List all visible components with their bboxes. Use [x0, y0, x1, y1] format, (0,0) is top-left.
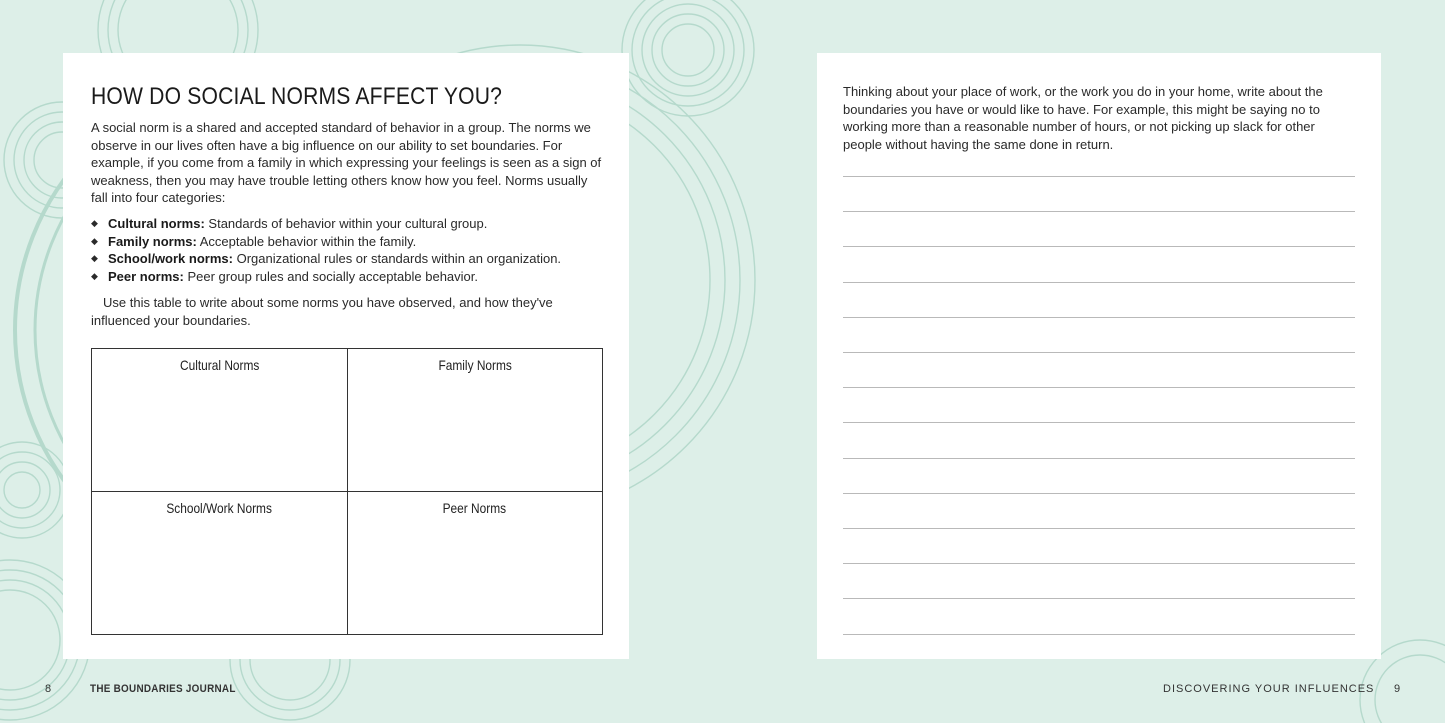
writing-line: [843, 493, 1355, 494]
writing-line: [843, 458, 1355, 459]
running-title-right: DISCOVERING YOUR INFLUENCES: [1163, 683, 1375, 695]
norm-term: Cultural norms:: [108, 216, 205, 231]
running-title-left: THE BOUNDARIES JOURNAL: [90, 683, 236, 695]
page-title: HOW DO SOCIAL NORMS AFFECT YOU?: [91, 83, 503, 110]
writing-line: [843, 634, 1355, 635]
intro-paragraph: A social norm is a shared and accepted standard of behavior in a group. The norms we observe in our lives often have a big influence on our ability to set boundaries. For example, if you come from a family in which expressing your feelings is seen as a sign of weakness, then you may have trouble letting others know how you feel. Norms usually fall into four categories:: [91, 120, 602, 205]
cell-heading: Family Norms: [438, 357, 512, 373]
norm-definition: Peer group rules and socially acceptable behavior.: [183, 268, 478, 284]
diamond-bullet-icon: ◆: [91, 253, 98, 263]
norm-term: Peer norms:: [108, 268, 184, 284]
writing-line: [843, 246, 1355, 247]
left-page: [63, 53, 629, 659]
norm-definition: Organizational rules or standards within an organization.: [232, 251, 562, 266]
writing-prompt: Thinking about your place of work, or the work you do in your home, write about the boundaries you have or would like to have. For example, this might be saying no to working more than a reasonable number of hours, or not picking up slack for other people without having the same done in return.: [843, 84, 1323, 153]
cell-heading: School/Work Norms: [166, 500, 273, 516]
writing-line: [843, 352, 1355, 353]
peer-norms-cell[interactable]: [347, 492, 603, 635]
norms-table: [91, 348, 603, 635]
norm-term: Family norms:: [108, 233, 197, 249]
writing-line: [843, 387, 1355, 388]
writing-line: [843, 422, 1355, 423]
writing-lines[interactable]: [843, 53, 1355, 659]
writing-line: [843, 528, 1355, 529]
norms-list: [91, 215, 561, 285]
list-item: [91, 250, 561, 268]
writing-line: [843, 211, 1355, 212]
cell-heading: Peer Norms: [443, 500, 507, 516]
school-work-norms-cell[interactable]: [92, 492, 348, 635]
table-prompt: Use this table to write about some norms you have observed, and how they've influenced your boundaries.: [91, 295, 553, 328]
writing-line: [843, 563, 1355, 564]
writing-line: [843, 317, 1355, 318]
norm-definition: Acceptable behavior within the family.: [196, 233, 417, 249]
right-page: [817, 53, 1381, 659]
writing-line: [843, 282, 1355, 283]
diamond-bullet-icon: ◆: [91, 270, 98, 281]
writing-line: [843, 598, 1355, 599]
norm-definition: Standards of behavior within your cultural group.: [204, 216, 488, 231]
diamond-bullet-icon: ◆: [91, 218, 98, 228]
cell-heading: Cultural Norms: [179, 357, 259, 373]
list-item: [91, 233, 561, 251]
norm-term: School/work norms:: [108, 251, 233, 266]
cultural-norms-cell[interactable]: [92, 349, 348, 492]
list-item: [91, 268, 561, 286]
writing-line: [843, 176, 1355, 177]
page-number-right: 9: [1394, 683, 1401, 695]
family-norms-cell[interactable]: [347, 349, 603, 492]
list-item: [91, 215, 561, 233]
diamond-bullet-icon: ◆: [91, 235, 98, 246]
page-number-left: 8: [45, 683, 52, 695]
